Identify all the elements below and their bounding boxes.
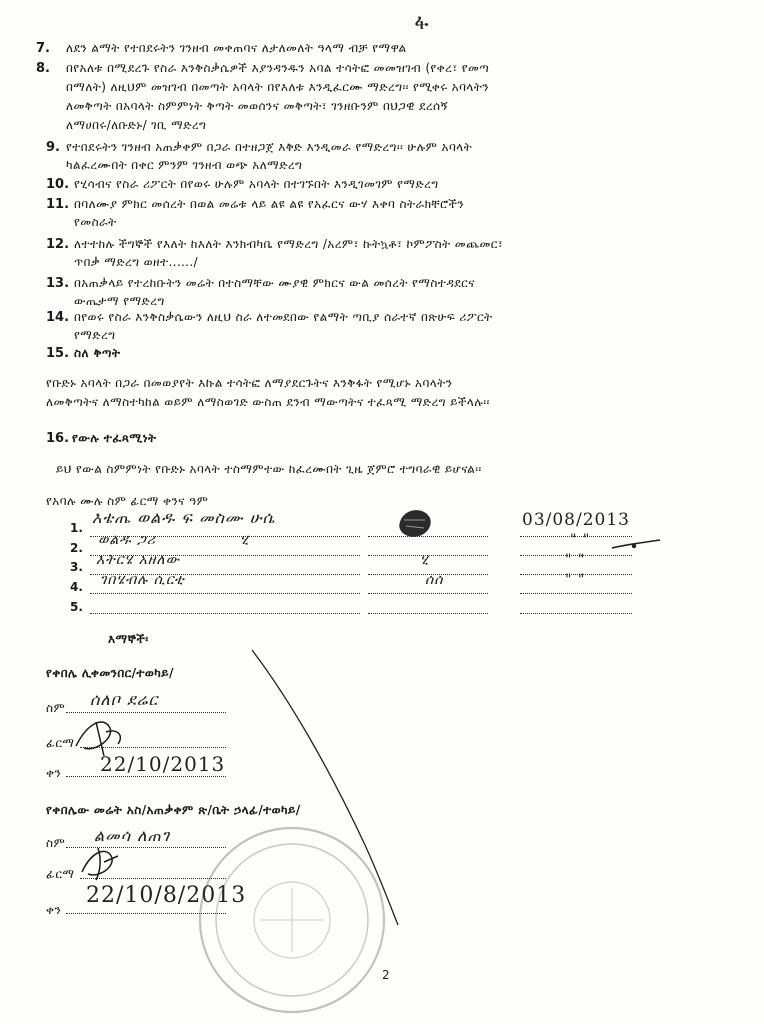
sig-row-2-name: ወልዱ ጋሪ	[98, 532, 156, 548]
kebele-chair-sign-label: ፊርማ	[46, 736, 75, 750]
penalty-paragraph-line-2: ለመቅጣትና ለማስተካከል ወይም ለማስወገድ ውስጠ ደንብ ማውጣትና ተፈጻሚ ማድረግ ይችላሉ፡፡	[46, 395, 490, 409]
item-15-number: 15.	[46, 346, 70, 361]
item-10-number: 10.	[46, 177, 70, 192]
dot-mark-icon	[632, 544, 636, 548]
item-9-line-2: ካልፈረሙበት በቀር ምንም ገንዘብ ወጭ አለማድረግ	[66, 158, 303, 172]
sig-row-5-no: 5.	[70, 600, 83, 614]
item-8-line-2: በማለት) ለዚህም መዝገብ በመጣት አባላት በየእለቱ እንዲፈርሙ ማድረግ፡፡ የሚቀሩ አባላትን	[66, 80, 489, 94]
item-13-line-2: ውጤታማ የማድረግ	[74, 294, 165, 308]
kebele-chair-date-label: ቀን	[46, 766, 62, 780]
item-15-line-1: ስለ ቅጣት	[74, 346, 121, 360]
section-16-text: ይህ የውል ስምምነት የቡድኑ አባላት ተስማምተው ከፈረሙበት ጊዜ ጀምሮ ተግባራዊ ይሆናል፡፡	[56, 462, 482, 476]
sig-row-4-date: " "	[565, 572, 586, 588]
item-7-line-1: ለደን ልማት የተበደሩትን ገንዘብ መቀጠባና ለታለመለት ዓላማ ብቻ የማዋል	[66, 41, 407, 55]
item-8-number: 8.	[36, 61, 50, 76]
sig-row-3-no: 3.	[70, 560, 83, 574]
land-office-name-value: ልመሳ ለጠገ	[94, 826, 171, 845]
official-stamp-icon	[200, 828, 384, 1012]
item-14-line-1: በየወሩ የስራ እንቅስቃሴውን ለዚህ ስራ ለተመደበው የልማት ጣቢያ ሰራተኛ በጽሁፍ ሪፖርት	[74, 310, 493, 324]
kebele-chair-name-value: ሰለቦ ደሬር	[90, 690, 159, 709]
land-office-date-value: 22/10/8/2013	[86, 883, 247, 908]
kebele-chair-name-label: ስም	[46, 701, 66, 715]
members-heading: የአባሉ ሙሉ ስም ፊርማ ቀንና ዓም	[46, 494, 209, 508]
page-mark: ፋ	[411, 8, 431, 37]
land-office-name-label: ስም	[46, 836, 66, 850]
sig-row-2-date: " "	[570, 532, 591, 548]
item-9-line-1: የተበደሩትን ገንዘብ አጠቃቀም በጋራ በተዘጋጀ እቅድ እንዲመራ የማድረግ፡፡ ሁሉም አባላት	[66, 140, 473, 154]
signature-kebele-chair-icon	[76, 722, 120, 756]
kebele-chair-date-value: 22/10/2013	[100, 752, 226, 776]
section-16-number: 16.	[46, 431, 70, 446]
sig-row-4-sign: ሰሰ	[425, 572, 444, 588]
page-number: 2	[382, 968, 390, 982]
item-14-number: 14.	[46, 310, 70, 325]
item-8-line-1: በየአለቱ በሚደረጉ የስራ እንቅስቃሴዎች እያንዳንዱን አባል ተሳትፎ መመዝገብ (የቀረ፣ የመጣ	[66, 61, 490, 75]
item-10-line-1: የሂሳብና የስራ ሪፖርት በየወሩ ሁሉም አባላት በተገኙበት እንዲገመገም የማድረግ	[74, 177, 439, 191]
item-12-number: 12.	[46, 237, 70, 252]
penalty-paragraph-line-1: የቡድኑ አባላት በጋራ በመወያየት እኩል ተሳትፎ ለማያደርጉትና እንቅፋት የሚሆኑ አባላትን	[46, 376, 453, 390]
item-11-number: 11.	[46, 197, 70, 212]
sig-row-1-no: 1.	[70, 521, 83, 535]
section-16-title: የውሉ ተፈጻሚነት	[72, 431, 157, 445]
item-8-line-4: ለማሀበሩ/ለቡድኑ/ ገቢ ማድረግ	[66, 118, 207, 132]
item-13-number: 13.	[46, 276, 70, 291]
land-office-title: የቀበሌው መሬት አስ/አጠቃቀም ጽ/ቤት ኃላፊ/ተወካይ/	[46, 803, 301, 817]
item-12-line-1: ለተተከሉ ችግኞች የእለት ከእለት እንክብካቤ የማድረግ /አረም፣ ኩትኳቶ፣ ኮምፖስት መጨመር፣	[74, 237, 504, 251]
sig-row-3-date: " "	[565, 552, 586, 568]
sig-row-3-name: እትርሄ አዘለው	[96, 552, 181, 568]
item-11-line-1: በባለሙያ ምክር መሰረት በወል መሬቱ ላይ ልዩ ልዩ የአፈርና ውሃ እቀባ ስትራክቸሮችን	[74, 197, 465, 211]
land-office-sign-label: ፊርማ	[46, 867, 75, 881]
sig-row-3-sign: ሂ	[420, 552, 430, 568]
witnesses-heading: እማኞች፡	[108, 632, 149, 646]
land-office-date-label: ቀን	[46, 903, 62, 917]
signature-land-office-icon	[82, 848, 118, 880]
sig-row-1-name: እቴጤ ወልዱ ፍ መስሙ ሁሴ	[92, 508, 276, 527]
item-9-number: 9.	[46, 140, 60, 155]
item-14-line-2: የማድረግ	[74, 328, 116, 342]
sig-row-2-no: 2.	[70, 541, 83, 555]
item-12-line-2: ጥበቃ ማድረግ ወዘተ....../	[74, 255, 198, 269]
kebele-chair-title: የቀበሌ ሊቀመንበር/ተወካይ/	[46, 666, 174, 680]
item-8-line-3: ለመቅጣት በአባላት ስምምነት ቅጣት መወሰንና መቅጣት፣ ገንዘቡንም በህጋዊ ደረሰኝ	[66, 99, 449, 113]
sig-row-4-name: ገበሄብሉ ሲርቲ	[100, 572, 185, 588]
sig-row-2-sign: ሂ	[240, 532, 250, 548]
item-13-line-1: በአጠቃላይ የተረከቡትን መሬት በተስማቸው ሙያዊ ምክርና ውል መሰረት የማስተዳደርና	[74, 276, 475, 290]
sig-row-4-no: 4.	[70, 580, 83, 594]
seal-icon	[399, 510, 430, 537]
item-11-line-2: የመስራት	[74, 215, 117, 229]
sig-row-1-date: 03/08/2013	[522, 510, 630, 530]
item-7-number: 7.	[36, 41, 50, 56]
